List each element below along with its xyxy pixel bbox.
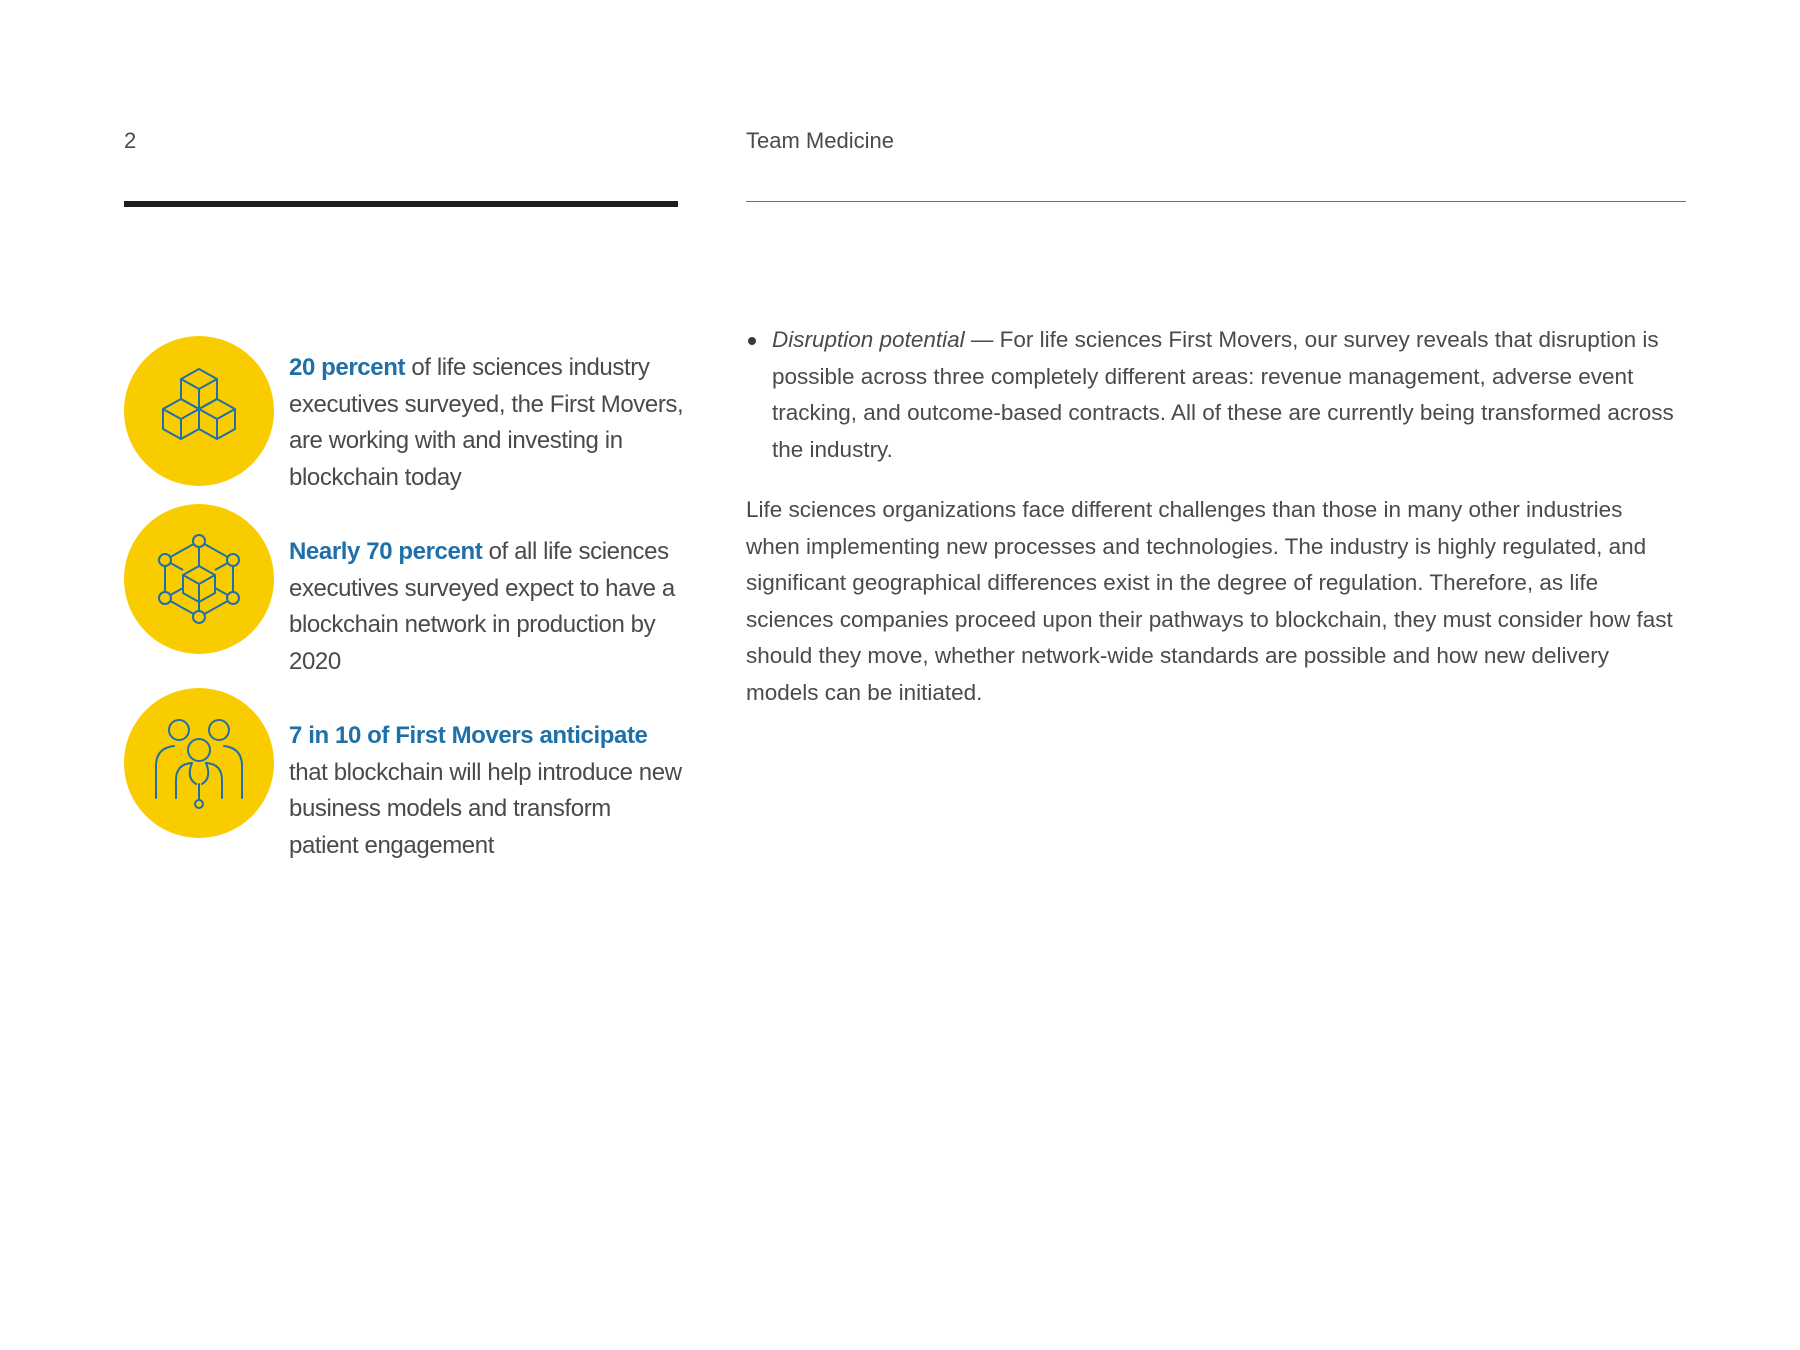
stat-text-2	[289, 534, 684, 680]
stat-circle-1	[124, 336, 274, 486]
stat-block-1	[124, 336, 684, 496]
stat-block-3	[124, 688, 684, 859]
stat-highlight-1: 20 percent	[289, 354, 406, 381]
bullet-dot-icon	[748, 337, 756, 345]
stat-highlight-2: Nearly 70 percent	[289, 538, 483, 565]
header-rule-thick	[124, 201, 678, 207]
stat-text-1	[289, 350, 684, 496]
stat-description-3: that blockchain will help introduce new business models and transform patient engagement	[289, 758, 682, 859]
running-title: Team Medicine	[746, 128, 894, 153]
network-hexagon-icon	[124, 504, 274, 654]
stat-circle-3	[124, 688, 274, 838]
stat-text-3	[289, 718, 684, 864]
page-number: 2	[124, 128, 137, 153]
stat-description-2: of all life sciences executives surveyed expect to have a blockchain network in production by 2020	[289, 538, 675, 675]
bullet-term: Disruption potential	[772, 327, 965, 352]
stat-description-1: of life sciences industry executives surveyed, the First Movers, are working with and investing in blockchain today	[289, 354, 684, 491]
bullet-disruption-potential	[746, 322, 1676, 468]
cubes-icon	[124, 336, 274, 486]
bullet-text: — For life sciences First Movers, our survey reveals that disruption is possible across three completely different areas: revenue management, adverse event tracking, and outcome-based contracts. All of these are currently being transformed across the industry.	[772, 327, 1674, 462]
stat-circle-2	[124, 504, 274, 654]
header-rule-thin	[746, 201, 1686, 202]
medical-team-icon	[124, 688, 274, 838]
body-paragraph: Life sciences organizations face different challenges than those in many other industries when implementing new processes and technologies. The industry is highly regulated, and significant geographical differences exist in the degree of regulation. Therefore, as life sciences companies proceed upon their pathways to blockchain, they must consider how fast should they move, whether network-wide standards are possible and how new delivery models can be initiated.	[746, 497, 1673, 705]
body-column	[746, 322, 1676, 711]
stat-block-2	[124, 504, 684, 675]
stat-highlight-3: 7 in 10 of First Movers anticipate	[289, 722, 648, 749]
